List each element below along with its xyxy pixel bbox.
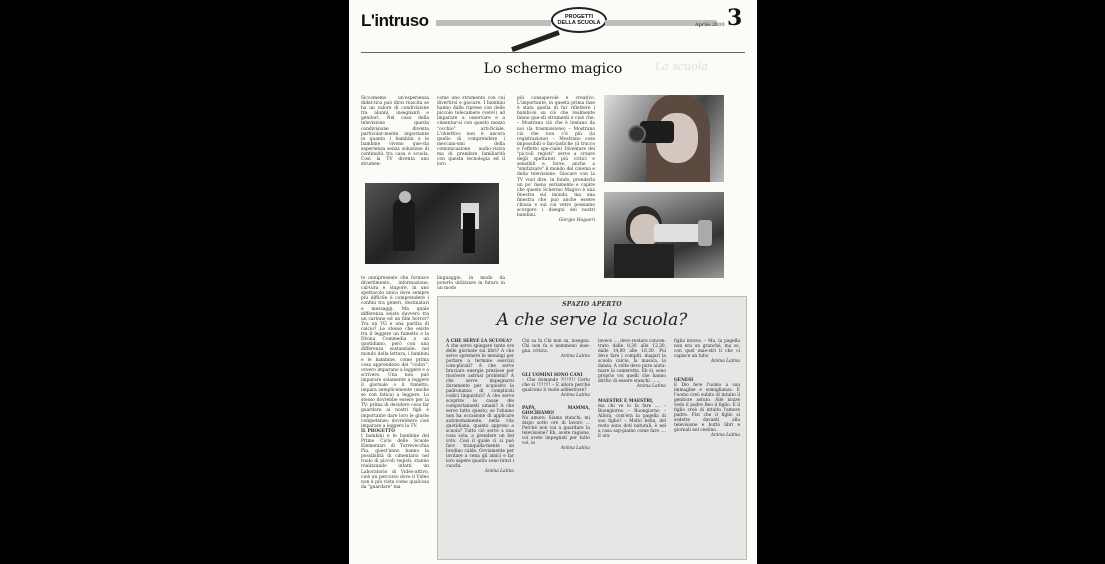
box-column-3 <box>598 339 666 439</box>
article-column-1-continued <box>361 276 429 490</box>
article-column-2-continued <box>437 276 505 291</box>
box-text: Chi sa fa Chi non sa, insegna. Chi non fa e nemmeno inse-gna, critica. <box>522 339 590 354</box>
photo-boy-with-camera <box>604 192 724 278</box>
magnifier-handle-icon <box>511 30 560 52</box>
article-text: I bambini e le bambine del Primo Ciclo delle Scuole Elementari di Torrevecchia Pia, quest'anno hanno la possibilità di cimentarsi nel ruolo di piccoli registi: stanno realizzando infatti un Laboratorio di Video-attivo, cioè un percorso dove il Video non è più vista come qualcosa da "guardare" ma <box>361 433 429 490</box>
spazio-aperto-box <box>437 296 747 560</box>
box-column-4 <box>674 339 740 438</box>
box-subheading: GENESI <box>674 378 694 383</box>
box-subheading: GLI UOMINI SONO CANI <box>522 373 583 378</box>
issue-date: Aprile 2000 <box>695 22 725 28</box>
box-subheading: PAPÀ, MAMMA, GIOCHIAMO! <box>522 406 590 416</box>
box-signature: Anima Latina <box>560 393 590 398</box>
box-text: No amore. Siamo stanchi, mi dispo sotto ore di lavoro ... Perché non vai a guardare la televisione? Eh, avete ragione, voi avete impegnati per tutto voi, io <box>522 416 590 446</box>
masthead-rule <box>361 52 745 53</box>
box-signature: Anima Latina <box>710 433 740 438</box>
article-text: più consapevole e creativo. L'importante, in questa prima fase è stata quella di far riflettere i bambi-ni su ciò che realmente fanno que-sti strumenti e cioè che: – Mostrano ciò che è lontano da noi (la trasmissione) – Mostrano ciò che non c'è più (la registrazione) – Mostrano cose impossibili o fan-tastiche (il trucco e l'effetto spe-ciale) Diventare dei "piccoli registi" serve a creare degli spettatori più critici e sensibili e, forse, anche a "smitizzare" il mondo del cinema e della televisione. Giocare con la TV vuol dire, in fondo, prenderla un po' meno seriamente e capire che questo Schermo Magico è una finestra sul mondo, ma una finestra che può anche essere chiusa e sul cui vetro possiamo scorgere i disegni dei nostri bambini. <box>517 96 595 219</box>
box-signature: Anima Latina <box>484 469 514 474</box>
box-subheading: A CHE SERVE LA SCUOLA? <box>446 339 512 344</box>
photo-children-filming <box>365 183 499 264</box>
article-column-3 <box>517 96 595 223</box>
bleed-through-text: La scuola <box>655 60 708 73</box>
section-label-line1: PROGETTI <box>564 14 594 20</box>
article-headline: Lo schermo magico <box>483 61 623 77</box>
box-text: ma chi ve lo fa fare .... – Buongiorno – Buongiorno – Allora, com'era la pagella di suo figlio? – Molto bella, del resto sono doti naturali, è nel a casa sap-piamo come fare .... E ora <box>598 404 666 439</box>
box-signature: Anima Latina <box>560 354 590 359</box>
box-kicker: SPAZIO APERTO <box>562 301 622 308</box>
page-number: 3 <box>727 5 743 31</box>
box-text: invece .... devo restare concen-trato dalle 8,30 alle 12,30, dalle 14,00 alle 16,30. Poi devo fare i compiti, magari la scuola calcio, la musica, la danza. A volte devo pure aiuta-mare la cameretta. Eh sì, sono proprio voi quelli che hanno diritto di essere stanchi ....... <box>598 339 666 384</box>
article-signature: Giorgio Hugueri <box>558 218 595 224</box>
box-signature: Anima Latina <box>560 446 590 451</box>
article-text: linguaggio, in modo da poterlo utilizzare in futuro in un modo <box>437 276 505 292</box>
masthead-title: L'intruso <box>361 11 429 30</box>
article-text: to onnipresente che fornisce divertimento, informazione, cul-tura e stupore, in uno spettacolo unico dove sempre più difficile è comprendere i confini tra generi, destinatari e messaggi. Ma quale differenza esiste davvero tra un cartone ed un film horror? Tra un TG e una partita di calcio? Le stesse che esiste tra il leggere un fumetto o la Divina Commedia o un quotidiano, però con una differenza sostanziale: nel mondo della lettura, i bambini e le bambine, come prima cosa apprendono dei "codici", ovvero imparano a leggere e a scrivere. Una non può imparare solamente a leggere il giornale o il fumetto, impara semplicemente (anche se con fatica) a leggere. Lo stesso dovrebbe essere per la TV: prima di decidere cosa far guardare ai nostri figli è importante dare loro le giuste competenze: dovrebbero cioè imparare a leggere la TV. <box>361 276 429 429</box>
masthead-bar-left <box>436 20 551 26</box>
article-column-2 <box>437 96 505 167</box>
photo-girl-with-camera <box>604 95 724 182</box>
box-text: – Che domande ?!!!!!!! Certo che sì !!!!!!!! – E allora perché qualcuno li vuole addestrare? <box>522 378 590 393</box>
box-text: E Dio fece l'uomo a sua immagine e somiglianza. E l'uomo creò subito di intuito il genitore astuto. Alle nozze vedo il padre Reo il figlio. E il figlio creò di intuito l'amore padre. Fisi che il figlio si sedette davanti alla televisione e buttò libri e giornali nel cestino. <box>674 383 740 433</box>
box-subheading: MAESTRE E MAESTRI, <box>598 399 654 404</box>
magnifier-icon <box>551 7 607 33</box>
box-column-1 <box>446 339 514 474</box>
article-subheading: IL PROGETTO <box>361 428 396 434</box>
box-signature: Anima Latina <box>710 359 740 364</box>
box-column-2 <box>522 339 590 451</box>
article-text: come uno strumento con cui divertirsi e giocare. I bambini hanno dalle riprese con delle piccole telecamere (vere!) ad imparare a osservare e a cimentar-si con questo mezzo "occhio" arti-ficiale. L'obiettivo non è ancora quello di comprendere i meccani-smi della comunicazione audio-visiva ma di prendere familiarità con questa tecnologia ed il loro <box>437 96 505 168</box>
newspaper-page <box>349 0 757 564</box>
article-column-1 <box>361 96 429 167</box>
box-signature: Anima Latina <box>636 384 666 389</box>
box-text: figlia invece. – Ma, la pagella non era un granché, ma so, con quel mae-stri li che ci capisce un tubo <box>674 339 740 359</box>
box-title: A che serve la scuola? <box>496 310 688 330</box>
box-text: A che serve spiegare tante ore delle giornate sui libri? A che serve spremere le meningi per portare a termine esercizi com-plicati? A che serve bruciare energie preziose per risolvere astrusi problemi? A che serve impegnarsi duramente per acquisire la padronanza di complicati codici linguistici? A che serve scoprire le cause dei comportamenti umani? A che serve tutto questo, se l'alunno non ha occasione di applicare autonomamente, nella vita quotidiana, quanto appreso a scuola? Tutto ciò serve a una cosa sola: a prendere un bel voto. Cosi il quale ci si può fare tranquilla-mente un brodino caldo. Ovviamente per invitare a cena gli amici e far loro sapere quanto sono bravi i cuochi. <box>446 344 514 469</box>
section-label-line2: DELLA SCUOLA <box>557 20 601 26</box>
article-text: Siccomemo un'esperienza didat-tica può dirsi riuscita se ha un valore di condivisione tra alunni, insegnanti e genitori. Nel caso della televisione questa condivisione diventa particolar-mente importante in quanto i bambini e le bambine vivono que-sta esperienza senza soluzione di continuità tra casa e scuola. Così la TV diventa uno strumen- <box>361 96 429 168</box>
